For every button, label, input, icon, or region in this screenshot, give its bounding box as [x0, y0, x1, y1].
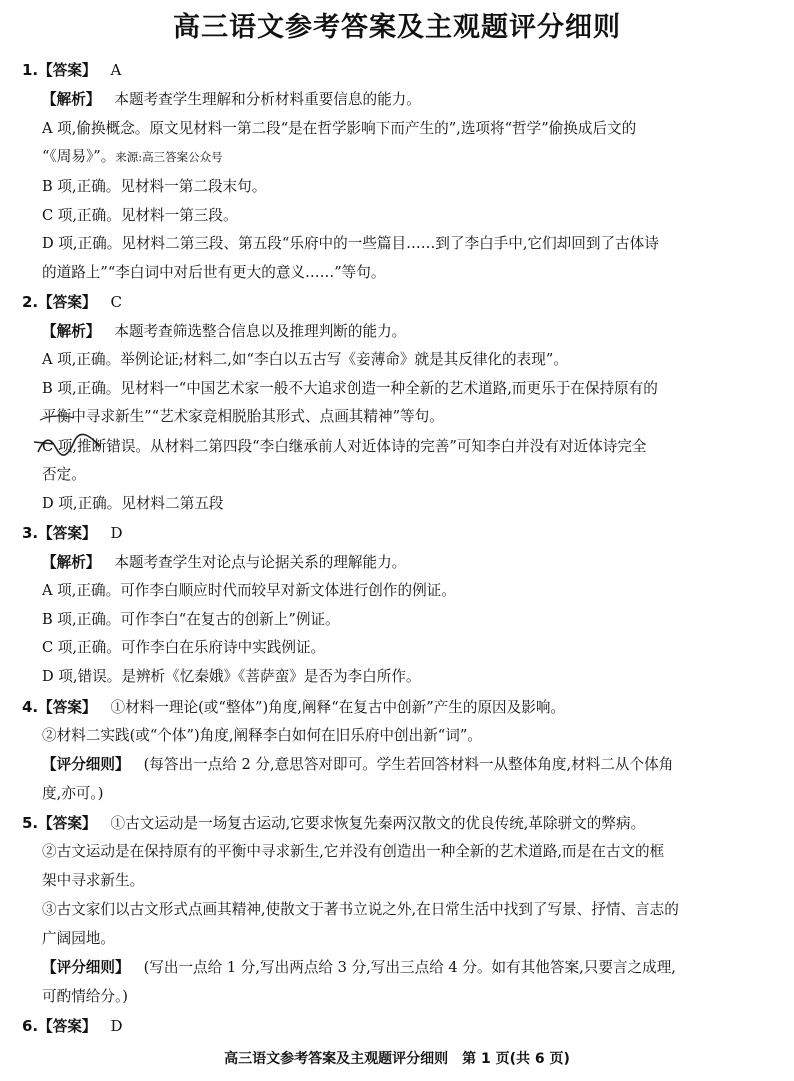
page-title: 高三语文参考答案及主观题评分细则: [173, 12, 621, 43]
q1-answer-line: [22, 60, 782, 81]
q6-answer-tag: 【答案】: [38, 1018, 97, 1035]
q1-analysis-tag: 【解析】: [42, 91, 101, 108]
q5-answer-1: ①古文运动是一场复古运动,它要求恢复先秦两汉散文的优良传统,革除骈文的弊病。: [110, 815, 646, 832]
q5-answer-3a: ③古文家们以古文形式点画其精神,使散文于著书立说之外,在日常生活中找到了写景、抒情、言志的: [42, 901, 679, 918]
q3-analysis-line: [42, 553, 782, 573]
q4-answer-line: [22, 697, 782, 718]
q1-source-note: 来源:高三答案公众号: [115, 150, 223, 164]
q3-answer: D: [110, 524, 123, 542]
q3-analysis-tag: 【解析】: [42, 554, 101, 571]
q1-option-d-line2: 的道路上”“李白词中对后世有更大的意义……”等句。: [42, 264, 386, 281]
q5-number: 5.: [22, 814, 39, 832]
q4-scoring-2: 度,亦可。): [42, 785, 104, 802]
q2-answer-tag: 【答案】: [38, 294, 97, 311]
q2-analysis-line: [42, 322, 782, 342]
q1-option-a-line2: [42, 147, 782, 167]
q2-number: 2.: [22, 293, 39, 311]
q2-option-c-line1: C 项,推断错误。从材料二第四段“李白继承前人对近体诗的完善”可知李白并没有对近体诗完全: [42, 438, 647, 455]
q2-option-b-line1: B 项,正确。见材料一“中国艺术家一般不大追求创造一种全新的艺术道路,而更乐于在保持原有的: [42, 380, 658, 397]
q1-answer: A: [110, 61, 122, 79]
q5-answer-line: [22, 813, 782, 834]
q3-option-b: B 项,正确。可作李白“在复古的创新上”例证。: [42, 611, 340, 628]
q4-answer-1: ①材料一理论(或“整体”)角度,阐释“在复古中创新”产生的原因及影响。: [110, 699, 566, 716]
q2-analysis-tag: 【解析】: [42, 323, 101, 340]
q4-answer-tag: 【答案】: [38, 699, 97, 716]
q4-number: 4.: [22, 698, 39, 716]
q5-answer-2a: ②古文运动是在保持原有的平衡中寻求新生,它并没有创造出一种全新的艺术道路,而是在古文的框: [42, 843, 665, 860]
q1-answer-tag: 【答案】: [38, 62, 97, 79]
page-footer: 高三语文参考答案及主观题评分细则 第 1 页(共 6 页): [224, 1051, 570, 1067]
q2-answer: C: [110, 293, 123, 311]
q5-scoring-1: (写出一点给 1 分,写出两点给 3 分,写出三点给 4 分。如有其他答案,只要言之成理,: [143, 959, 676, 976]
q4-scoring-1: (每答出一点给 2 分,意思答对即可。学生若回答材料一从整体角度,材料二从个体角: [143, 756, 674, 773]
q3-option-d: D 项,错误。是辨析《忆秦娥》《菩萨蛮》是否为李白所作。: [42, 668, 421, 685]
q3-number: 3.: [22, 524, 39, 542]
q2-option-c-line2: 否定。: [42, 466, 86, 483]
q4-answer-2: ②材料二实践(或“个体”)角度,阐释李白如何在旧乐府中创出新“词”。: [42, 727, 482, 744]
q6-answer: D: [110, 1017, 123, 1035]
q3-answer-tag: 【答案】: [38, 525, 97, 542]
q5-scoring-line: [42, 958, 782, 978]
q6-number: 6.: [22, 1017, 39, 1035]
q1-option-d-line1: D 项,正确。见材料二第三段、第五段“乐府中的一些篇目……到了李白手中,它们却回到了古体诗: [42, 235, 659, 252]
q1-option-b: B 项,正确。见材料一第二段末句。: [42, 178, 267, 195]
q2-option-a: A 项,正确。举例论证;材料二,如“李白以五古写《妾薄命》就是其反律化的表现”。: [42, 351, 568, 368]
q5-answer-3b: 广阔园地。: [42, 930, 115, 947]
q5-answer-2b: 架中寻求新生。: [42, 872, 145, 889]
q1-option-a-text2: “《周易》”。: [42, 148, 116, 165]
q2-option-b-line2: 平衡中寻求新生”“艺术家竞相脱胎其形式、点画其精神”等句。: [42, 408, 444, 425]
q4-scoring-tag: 【评分细则】: [42, 756, 130, 773]
q3-answer-line: [22, 523, 782, 544]
q3-option-c: C 项,正确。可作李白在乐府诗中实践例证。: [42, 639, 326, 656]
q5-answer-tag: 【答案】: [38, 815, 97, 832]
q4-scoring-line: [42, 755, 782, 775]
q1-analysis-line: [42, 90, 782, 110]
q1-option-c: C 项,正确。见材料一第三段。: [42, 207, 238, 224]
q5-scoring-2: 可酌情给分。): [42, 988, 128, 1005]
q1-option-a-line1: A 项,偷换概念。原文见材料一第二段“是在哲学影响下而产生的”,选项将“哲学”偷换成后文的: [42, 120, 637, 137]
q1-analysis: 本题考查学生理解和分析材料重要信息的能力。: [114, 91, 421, 108]
q2-option-d: D 项,正确。见材料二第五段: [42, 495, 224, 512]
q6-answer-line: [22, 1016, 782, 1037]
q1-number: 1.: [22, 61, 39, 79]
q3-analysis: 本题考查学生对论点与论据关系的理解能力。: [114, 554, 407, 571]
q5-scoring-tag: 【评分细则】: [42, 959, 130, 976]
q2-analysis: 本题考查筛选整合信息以及推理判断的能力。: [114, 323, 407, 340]
q2-answer-line: [22, 292, 782, 313]
q3-option-a: A 项,正确。可作李白顺应时代而较早对新文体进行创作的例证。: [42, 582, 456, 599]
